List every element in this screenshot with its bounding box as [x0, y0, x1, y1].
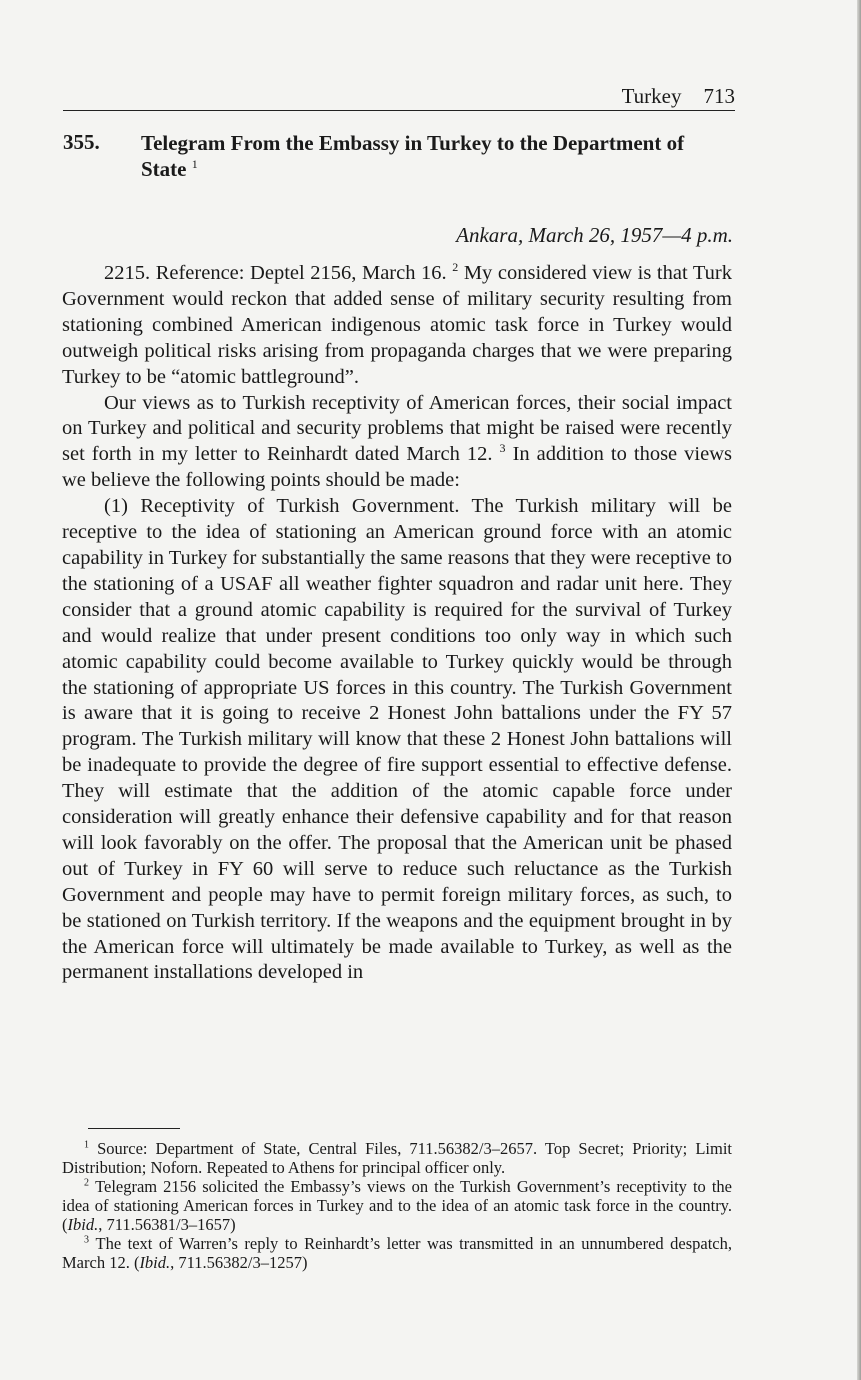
paragraph-1-lead: 2215. Reference: Deptel 2156, March 16.	[104, 262, 447, 284]
dateline: Ankara, March 26, 1957—4 p.m.	[456, 223, 733, 247]
footnote-marker-2: 2	[452, 260, 459, 275]
running-head	[63, 84, 735, 111]
page-edge-shadow	[857, 0, 861, 1380]
footnote-3-citation: , 711.56382/3–1257)	[170, 1253, 308, 1272]
document-number: 355.	[63, 130, 100, 154]
page-number: 713	[703, 84, 735, 108]
footnote-marker-1: 1	[191, 157, 198, 171]
running-head-section: Turkey	[621, 84, 682, 108]
telegram-body	[62, 261, 732, 986]
paragraph-1-rest: My considered view is that Turk Government would reckon that added sense of military security resulting from stationing combined American indigenous atomic task force in Turkey would outweigh political risks arising from propaganda charges that we were preparing Turkey to be “atomic battleground”.	[62, 262, 732, 388]
footnote-2-citation: , 711.56381/3–1657)	[98, 1215, 236, 1234]
footnote-2-text: Telegram 2156 solicited the Embassy’s views on the Turkish Government’s receptivity to the idea of stationing American forces in Turkey and to the idea of an atomic task force in the country. (	[62, 1177, 733, 1234]
footnote-1	[62, 1139, 732, 1177]
footnote-3-text: The text of Warren’s reply to Reinhardt’s letter was transmitted in an unnumbered despatch, March 12. (	[62, 1234, 732, 1272]
footnote-3-ibid: Ibid.	[139, 1253, 171, 1272]
footnote-2	[62, 1177, 732, 1234]
footnote-divider	[88, 1128, 180, 1129]
paragraph-1	[62, 261, 732, 391]
document-title	[141, 130, 701, 182]
document-title-text: Telegram From the Embassy in Turkey to the Department of State	[141, 131, 685, 181]
footnote-2-ibid: Ibid.	[67, 1215, 99, 1234]
footnote-marker-3: 3	[499, 441, 506, 456]
footnote-3-marker: 3	[84, 1234, 89, 1246]
footnote-2-marker: 2	[84, 1177, 89, 1189]
footnote-1-text: Source: Department of State, Central Files, 711.56382/3–2657. Top Secret; Priority; Limit Distribution; Noforn. Repeated to Athens for principal officer only.	[62, 1139, 733, 1177]
paragraph-2	[62, 391, 732, 495]
paragraph-2-lead: Our views as to Turkish receptivity of American forces, their social impact on Turkey and political and security problems that might be raised were recently set forth in my letter to Reinhardt dated March 12.	[62, 391, 732, 466]
footnote-3	[62, 1234, 732, 1272]
paragraph-2-rest: In addition to those views we believe the following points should be made:	[62, 443, 733, 492]
footnote-1-marker: 1	[84, 1139, 89, 1151]
footnotes	[62, 1139, 732, 1272]
paragraph-3: (1) Receptivity of Turkish Government. The Turkish military will be receptive to the idea of stationing an American ground force with an atomic capability in Turkey for substantially the same reasons that they were receptive to the stationing of a USAF all weather fighter squadron and radar unit here. They consider that a ground atomic capability is required for the survival of Turkey and would realize that under present conditions too only way in which such atomic capability could become available to Turkey quickly would be through the stationing of appropriate US forces in this country. The Turkish Government is aware that it is going to receive 2 Honest John battalions under the FY 57 program. The Turkish military will know that these 2 Honest John battalions will be inadequate to provide the degree of fire support essential to effective defense. They will estimate that the addition of the atomic capable force under consideration will greatly enhance their defensive capability and for that reason will look favorably on the offer. The proposal that the American unit be phased out of Turkey in FY 60 will serve to reduce such reluctance as the Turkish Government and people may have to permit foreign military forces, as such, to be stationed on Turkish territory. If the weapons and the equipment brought in by the American force will ultimately be made available to Turkey, as well as the permanent installations developed in	[62, 495, 732, 984]
